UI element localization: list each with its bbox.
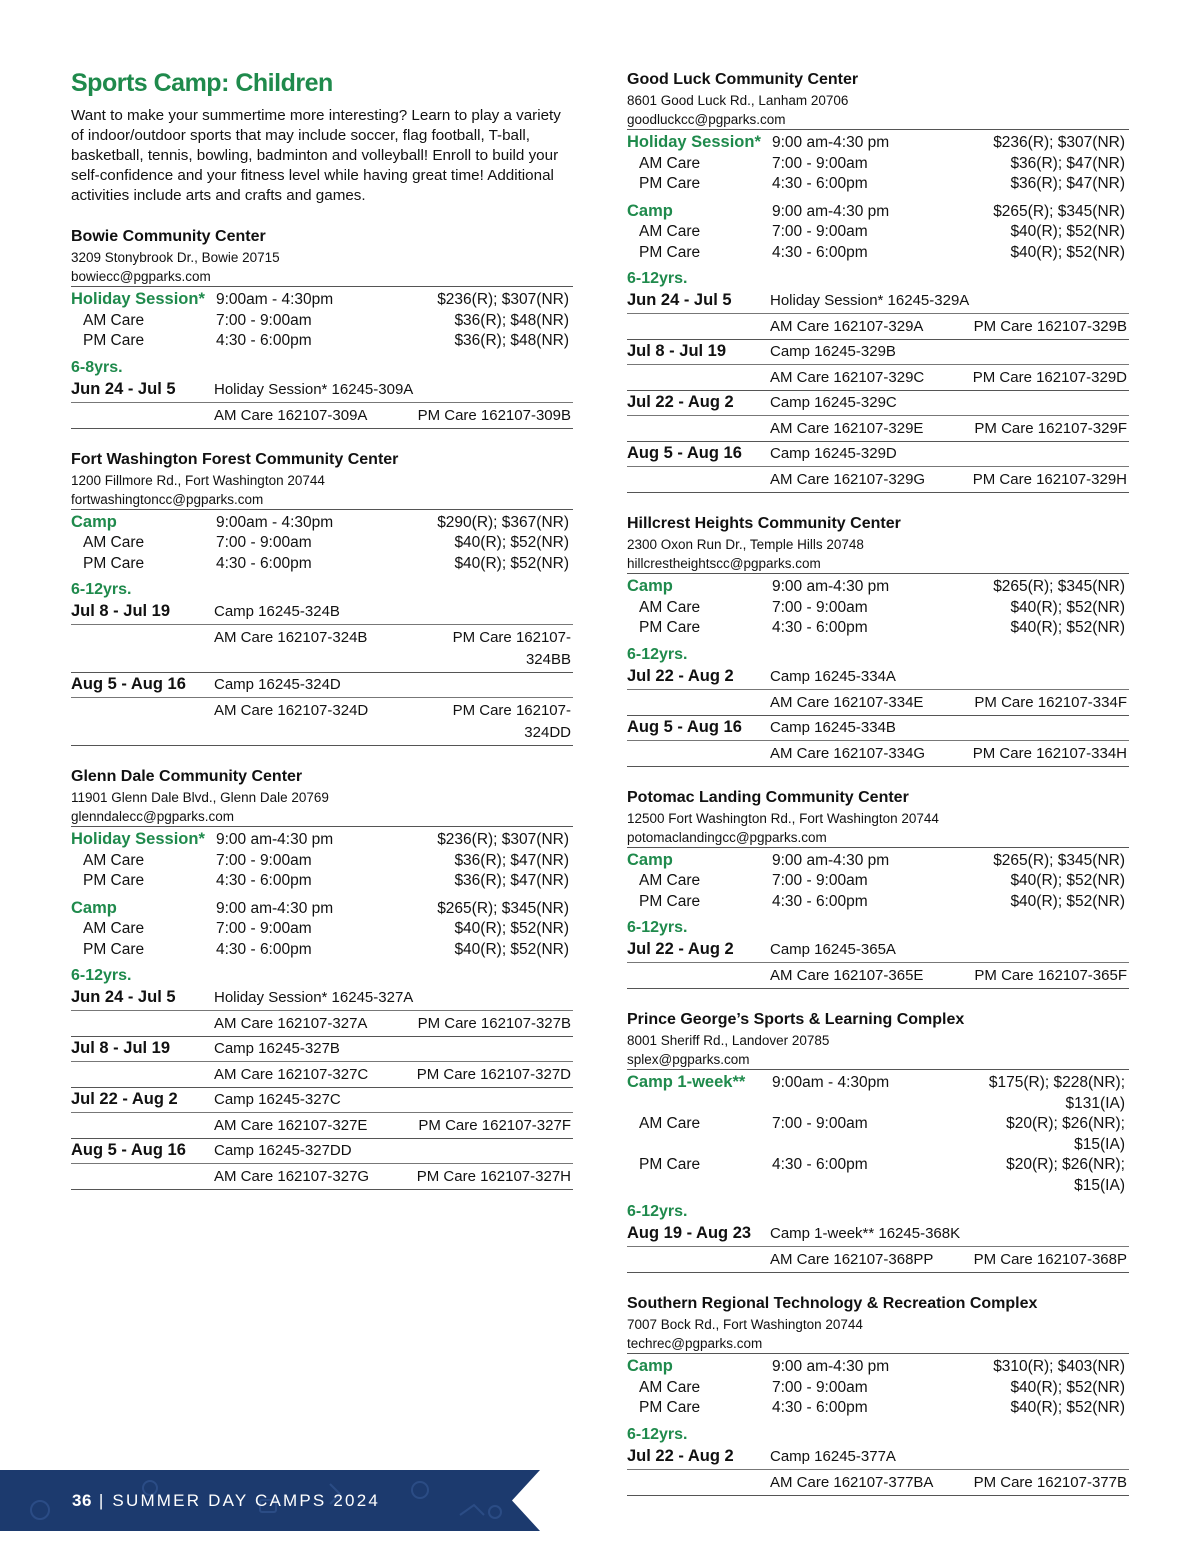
care-label: PM Care (83, 872, 145, 889)
program-price: $175(R); $228(NR); $131(IA) (988, 1074, 1125, 1112)
session-activity: Camp 16245-324D (214, 676, 341, 693)
care-price: $36(R); $47(NR) (454, 851, 569, 869)
program-price: $290(R); $367(NR) (437, 513, 569, 531)
care-time: 4:30 - 6:00pm (772, 1156, 868, 1173)
am-care-code: AM Care 162107-377BA (770, 1473, 934, 1491)
program-label: Camp (627, 1357, 673, 1375)
care-price-row (71, 554, 573, 575)
center-email: goodluckcc@pgparks.com (627, 112, 786, 127)
sessions-table (71, 378, 573, 429)
pm-care-code: PM Care 162107-324BB (452, 629, 571, 668)
program-time: 9:00am - 4:30pm (772, 1074, 890, 1091)
program-price: $236(R); $307(NR) (437, 291, 569, 308)
center-email: glenndalecc@pgparks.com (71, 809, 235, 824)
am-care-code: AM Care 162107-324D (214, 702, 369, 719)
session-dates: Jun 24 - Jul 5 (627, 291, 732, 309)
price-table (627, 1069, 1129, 1196)
sessions-table (627, 665, 1129, 767)
center-email: fortwashingtoncc@pgparks.com (71, 491, 264, 507)
care-label: PM Care (639, 175, 701, 192)
session-activity: Camp 16245-324B (214, 603, 340, 620)
care-code-row (627, 467, 1129, 493)
session-row (71, 378, 573, 403)
care-code-row (627, 416, 1129, 442)
care-code-row (627, 365, 1129, 391)
session-activity: Camp 16245-334B (770, 718, 896, 736)
care-price-row (627, 1114, 1129, 1155)
program-label: Holiday Session* (627, 133, 761, 151)
care-price-row (71, 871, 573, 892)
age-group: 6-12yrs. (627, 270, 688, 287)
pm-care-code: PM Care 162107-368P (973, 1251, 1127, 1268)
program-price: $310(R); $403(NR) (993, 1358, 1125, 1375)
care-time: 7:00 - 9:00am (216, 311, 312, 329)
care-price: $36(R); $47(NR) (1010, 154, 1125, 172)
session-dates: Jul 8 - Jul 19 (71, 602, 171, 620)
center-email: techrec@pgparks.com (627, 1336, 763, 1351)
center-name: Good Luck Community Center (627, 71, 859, 88)
care-label: AM Care (639, 154, 701, 172)
program-time: 9:00am - 4:30pm (216, 513, 334, 531)
care-code-row (627, 1247, 1129, 1273)
session-dates: Jul 22 - Aug 2 (71, 1090, 178, 1108)
session-row (627, 442, 1129, 467)
session-row (627, 716, 1129, 741)
care-price-row (627, 1398, 1129, 1419)
am-care-code: AM Care 162107-329E (770, 420, 924, 437)
center-address: 2300 Oxon Run Dr., Temple Hills 20748 (627, 537, 864, 552)
sessions-table (627, 1222, 1129, 1273)
session-activity: Camp 16245-329C (770, 394, 897, 411)
pm-care-code: PM Care 162107-329B (973, 318, 1127, 335)
care-time: 7:00 - 9:00am (772, 1115, 868, 1132)
care-time: 4:30 - 6:00pm (772, 1399, 868, 1416)
care-code-row (627, 314, 1129, 340)
care-price-row (627, 618, 1129, 639)
footer-separator: | (98, 1491, 106, 1510)
program-time: 9:00 am-4:30 pm (216, 831, 334, 848)
care-price: $40(R); $52(NR) (1010, 1399, 1125, 1416)
program-label: Holiday Session* (71, 290, 205, 308)
care-price-row (71, 851, 573, 872)
center-name: Fort Washington Forest Community Center (71, 450, 399, 468)
age-group: 6-12yrs. (71, 581, 132, 598)
price-row (627, 576, 1129, 598)
center-address: 8001 Sheriff Rd., Landover 20785 (627, 1033, 830, 1048)
care-price: $40(R); $52(NR) (454, 534, 569, 551)
am-care-code: AM Care 162107-327E (214, 1117, 368, 1134)
sessions-table (627, 938, 1129, 989)
care-time: 4:30 - 6:00pm (216, 332, 312, 349)
care-price: $40(R); $52(NR) (454, 554, 569, 572)
care-code-row (627, 741, 1129, 767)
care-price-row (627, 1378, 1129, 1399)
price-row (627, 1356, 1129, 1378)
page-title: Sports Camp: Children (71, 69, 333, 97)
session-dates: Aug 19 - Aug 23 (627, 1224, 752, 1242)
center-address: 1200 Fillmore Rd., Fort Washington 20744 (71, 472, 325, 488)
care-time: 7:00 - 9:00am (772, 223, 868, 240)
price-table (627, 129, 1129, 263)
care-label: PM Care (83, 940, 145, 958)
program-label: Camp (627, 201, 673, 220)
session-dates: Jul 22 - Aug 2 (627, 940, 734, 958)
center-email: bowiecc@pgparks.com (71, 269, 211, 284)
am-care-code: AM Care 162107-334E (770, 693, 924, 711)
care-time: 4:30 - 6:00pm (216, 554, 312, 572)
session-activity: Camp 16245-327DD (214, 1142, 352, 1159)
footer-text (72, 1490, 380, 1512)
pm-care-code: PM Care 162107-309B (417, 406, 571, 424)
session-activity: Camp 16245-377A (770, 1447, 896, 1465)
footer-label: SUMMER DAY CAMPS 2024 (112, 1491, 381, 1510)
session-activity: Camp 1-week** 16245-368K (770, 1225, 961, 1242)
care-label: AM Care (639, 872, 701, 889)
session-dates: Jul 8 - Jul 19 (627, 342, 727, 360)
session-row (71, 1037, 573, 1062)
center-email: hillcrestheightscc@pgparks.com (627, 556, 821, 571)
care-label: PM Care (639, 892, 701, 910)
care-label: PM Care (639, 243, 701, 261)
care-price: $20(R); $26(NR); $15(IA) (1006, 1156, 1125, 1194)
session-activity: Holiday Session* 16245-329A (770, 292, 970, 309)
pm-care-code: PM Care 162107-327B (417, 1015, 571, 1032)
pm-care-code: PM Care 162107-327D (416, 1066, 571, 1083)
care-price: $40(R); $52(NR) (1010, 872, 1125, 889)
session-row (627, 1445, 1129, 1470)
price-row (627, 850, 1129, 872)
care-price-row (627, 222, 1129, 243)
center-block (627, 69, 1129, 493)
care-code-row (71, 1011, 573, 1037)
care-price: $40(R); $52(NR) (1010, 243, 1125, 261)
center-email: splex@pgparks.com (627, 1052, 750, 1067)
age-group: 6-12yrs. (71, 967, 132, 984)
session-row (627, 340, 1129, 365)
program-price: $236(R); $307(NR) (993, 134, 1125, 151)
page-number: 36 (72, 1491, 92, 1510)
program-label: Camp (71, 512, 117, 531)
care-code-row (71, 1062, 573, 1088)
session-row (71, 600, 573, 625)
right-centers-list (627, 69, 1129, 1496)
center-block (627, 513, 1129, 767)
care-code-row (71, 698, 573, 746)
sessions-table (71, 986, 573, 1190)
left-column (71, 66, 573, 1210)
care-price: $36(R); $48(NR) (454, 311, 569, 329)
care-code-row (71, 1164, 573, 1190)
care-price: $40(R); $52(NR) (1010, 223, 1125, 240)
price-row (71, 289, 573, 311)
session-activity: Camp 16245-334A (770, 667, 896, 685)
center-block (627, 1009, 1129, 1273)
pm-care-code: PM Care 162107-377B (973, 1473, 1127, 1491)
care-code-row (71, 403, 573, 429)
care-time: 4:30 - 6:00pm (216, 872, 312, 889)
center-block (71, 226, 573, 429)
session-activity: Camp 16245-329B (770, 343, 896, 360)
price-table (71, 286, 573, 352)
care-time: 4:30 - 6:00pm (216, 940, 312, 958)
session-activity: Holiday Session* 16245-309A (214, 380, 414, 398)
care-label: AM Care (639, 1115, 701, 1132)
program-label: Camp (627, 850, 673, 869)
program-price: $265(R); $345(NR) (993, 578, 1125, 595)
care-price-row (627, 154, 1129, 175)
session-activity: Holiday Session* 16245-327A (214, 989, 414, 1006)
session-dates: Jun 24 - Jul 5 (71, 379, 176, 398)
care-price: $40(R); $52(NR) (1010, 1378, 1125, 1396)
care-label: PM Care (639, 1156, 701, 1173)
care-price: $40(R); $52(NR) (1010, 598, 1125, 616)
session-dates: Jul 8 - Jul 19 (71, 1039, 171, 1057)
center-block (71, 449, 573, 747)
age-group: 6-12yrs. (627, 645, 688, 663)
sessions-table (627, 289, 1129, 493)
care-price-row (71, 533, 573, 554)
right-column (627, 66, 1129, 1516)
age-group: 6-12yrs. (627, 1425, 688, 1443)
care-price-row (71, 311, 573, 332)
center-name: Prince George’s Sports & Learning Complex (627, 1011, 965, 1028)
care-price-row (71, 940, 573, 961)
am-care-code: AM Care 162107-327A (214, 1015, 368, 1032)
program-time: 9:00 am-4:30 pm (772, 578, 890, 595)
session-row (71, 673, 573, 698)
program-time: 9:00am - 4:30pm (216, 291, 334, 308)
price-table (71, 509, 573, 575)
program-time: 9:00 am-4:30 pm (772, 1358, 890, 1375)
care-time: 7:00 - 9:00am (216, 534, 312, 551)
center-name: Hillcrest Heights Community Center (627, 515, 901, 532)
am-care-code: AM Care 162107-327C (214, 1066, 369, 1083)
center-address: 7007 Bock Rd., Fort Washington 20744 (627, 1317, 863, 1332)
center-block (71, 766, 573, 1190)
am-care-code: AM Care 162107-329A (770, 318, 924, 335)
care-label: AM Care (83, 920, 145, 937)
session-activity: Camp 16245-329D (770, 445, 897, 462)
care-label: AM Care (639, 598, 701, 616)
pm-care-code: PM Care 162107-329F (974, 420, 1127, 437)
session-row (71, 986, 573, 1011)
center-email: potomaclandingcc@pgparks.com (627, 829, 827, 845)
center-name: Potomac Landing Community Center (627, 788, 909, 806)
session-row (71, 1088, 573, 1113)
care-price: $36(R); $48(NR) (454, 332, 569, 349)
pm-care-code: PM Care 162107-329H (972, 471, 1127, 488)
pm-care-code: PM Care 162107-365F (974, 967, 1127, 984)
care-label: PM Care (639, 619, 701, 636)
pm-care-code: PM Care 162107-329D (972, 369, 1127, 386)
care-price: $40(R); $52(NR) (1010, 892, 1125, 910)
care-time: 7:00 - 9:00am (772, 1378, 868, 1396)
price-row (71, 898, 573, 920)
care-time: 7:00 - 9:00am (772, 598, 868, 616)
sessions-table (627, 1445, 1129, 1496)
program-label: Holiday Session* (71, 830, 205, 848)
session-row (627, 665, 1129, 690)
program-price: $265(R); $345(NR) (437, 899, 569, 917)
program-label: Camp (627, 577, 673, 595)
care-code-row (627, 963, 1129, 989)
care-time: 7:00 - 9:00am (772, 872, 868, 889)
care-time: 7:00 - 9:00am (772, 154, 868, 172)
session-row (627, 1222, 1129, 1247)
program-time: 9:00 am-4:30 pm (772, 134, 890, 151)
pm-care-code: PM Care 162107-327F (418, 1117, 571, 1134)
session-dates: Jul 22 - Aug 2 (627, 393, 734, 411)
price-row (627, 1072, 1129, 1114)
intro-paragraph: Want to make your summertime more interesting? Learn to play a variety of indoor/outdoor sports that may include soccer, flag football, T-ball, basketball, tennis, bowling, badminton and volleyball! Enroll to build your self-confidence and your fitness level while having great time! Additional activities include arts and crafts and games. (71, 107, 561, 204)
care-label: AM Care (639, 223, 701, 240)
care-time: 7:00 - 9:00am (216, 851, 312, 869)
care-price-row (627, 871, 1129, 892)
program-time: 9:00 am-4:30 pm (772, 202, 890, 220)
care-price-row (627, 243, 1129, 264)
care-time: 4:30 - 6:00pm (772, 243, 868, 261)
program-price: $265(R); $345(NR) (993, 202, 1125, 220)
session-dates: Aug 5 - Aug 16 (71, 1141, 186, 1159)
program-time: 9:00 am-4:30 pm (216, 899, 334, 917)
am-care-code: AM Care 162107-329G (770, 471, 926, 488)
care-label: PM Care (83, 554, 145, 572)
center-name: Glenn Dale Community Center (71, 768, 303, 785)
session-row (627, 391, 1129, 416)
session-dates: Aug 5 - Aug 16 (71, 675, 186, 693)
session-dates: Jun 24 - Jul 5 (71, 988, 176, 1006)
sessions-table (71, 600, 573, 746)
care-price-row (627, 174, 1129, 195)
care-price-row (627, 598, 1129, 619)
care-time: 4:30 - 6:00pm (772, 892, 868, 910)
care-price-row (71, 331, 573, 352)
care-price: $36(R); $47(NR) (454, 872, 569, 889)
care-price-row (627, 1155, 1129, 1196)
center-address: 11901 Glenn Dale Blvd., Glenn Dale 20769 (71, 790, 329, 805)
session-activity: Camp 16245-365A (770, 941, 896, 958)
care-code-row (627, 1470, 1129, 1496)
program-price: $265(R); $345(NR) (993, 851, 1125, 869)
care-code-row (627, 690, 1129, 716)
center-name: Southern Regional Technology & Recreation Complex (627, 1295, 1038, 1312)
care-price: $36(R); $47(NR) (1010, 175, 1125, 192)
care-label: AM Care (83, 311, 145, 329)
program-price: $236(R); $307(NR) (437, 831, 569, 848)
care-code-row (71, 625, 573, 673)
care-price: $40(R); $52(NR) (1010, 619, 1125, 636)
program-label: Camp (71, 898, 117, 917)
age-group: 6-12yrs. (627, 919, 688, 936)
am-care-code: AM Care 162107-324B (214, 629, 368, 646)
session-row (627, 938, 1129, 963)
care-price-row (627, 892, 1129, 913)
session-activity: Camp 16245-327C (214, 1091, 341, 1108)
care-price-row (71, 919, 573, 940)
left-centers-list (71, 226, 573, 1190)
am-care-code: AM Care 162107-334G (770, 744, 926, 762)
am-care-code: AM Care 162107-329C (770, 369, 925, 386)
price-table (627, 573, 1129, 639)
center-block (627, 787, 1129, 990)
care-time: 4:30 - 6:00pm (772, 619, 868, 636)
price-table (627, 1353, 1129, 1419)
session-dates: Jul 22 - Aug 2 (627, 666, 734, 685)
session-row (627, 289, 1129, 314)
price-table (627, 847, 1129, 913)
session-activity: Camp 16245-327B (214, 1040, 340, 1057)
care-code-row (71, 1113, 573, 1139)
session-row (71, 1139, 573, 1164)
am-care-code: AM Care 162107-309A (214, 406, 368, 424)
session-dates: Jul 22 - Aug 2 (627, 1446, 734, 1465)
center-name: Bowie Community Center (71, 228, 266, 245)
footer-banner (0, 1470, 540, 1531)
center-address: 8601 Good Luck Rd., Lanham 20706 (627, 93, 849, 108)
session-dates: Aug 5 - Aug 16 (627, 444, 742, 462)
age-group: 6-12yrs. (627, 1203, 688, 1220)
care-label: AM Care (83, 851, 145, 869)
care-label: AM Care (83, 534, 145, 551)
care-label: AM Care (639, 1378, 701, 1396)
age-group: 6-8yrs. (71, 358, 123, 376)
care-time: 4:30 - 6:00pm (772, 175, 868, 192)
care-price: $20(R); $26(NR); $15(IA) (1006, 1115, 1125, 1153)
price-row (71, 829, 573, 851)
session-dates: Aug 5 - Aug 16 (627, 717, 742, 736)
pm-care-code: PM Care 162107-334H (972, 744, 1127, 762)
care-label: PM Care (639, 1399, 701, 1416)
program-label: Camp 1-week** (627, 1073, 746, 1091)
care-label: PM Care (83, 332, 145, 349)
care-price: $40(R); $52(NR) (454, 940, 569, 958)
pm-care-code: PM Care 162107-327H (416, 1168, 571, 1185)
am-care-code: AM Care 162107-368PP (770, 1251, 934, 1268)
pm-care-code: PM Care 162107-324DD (452, 702, 571, 741)
care-time: 7:00 - 9:00am (216, 920, 312, 937)
pm-care-code: PM Care 162107-334F (974, 693, 1127, 711)
center-block (627, 1293, 1129, 1496)
price-row (627, 132, 1129, 154)
price-row (627, 201, 1129, 223)
price-table (71, 826, 573, 960)
am-care-code: AM Care 162107-327G (214, 1168, 370, 1185)
care-price: $40(R); $52(NR) (454, 920, 569, 937)
center-address: 3209 Stonybrook Dr., Bowie 20715 (71, 250, 280, 265)
price-row (71, 512, 573, 534)
program-time: 9:00 am-4:30 pm (772, 851, 890, 869)
center-address: 12500 Fort Washington Rd., Fort Washington 20744 (627, 810, 939, 826)
am-care-code: AM Care 162107-365E (770, 967, 924, 984)
